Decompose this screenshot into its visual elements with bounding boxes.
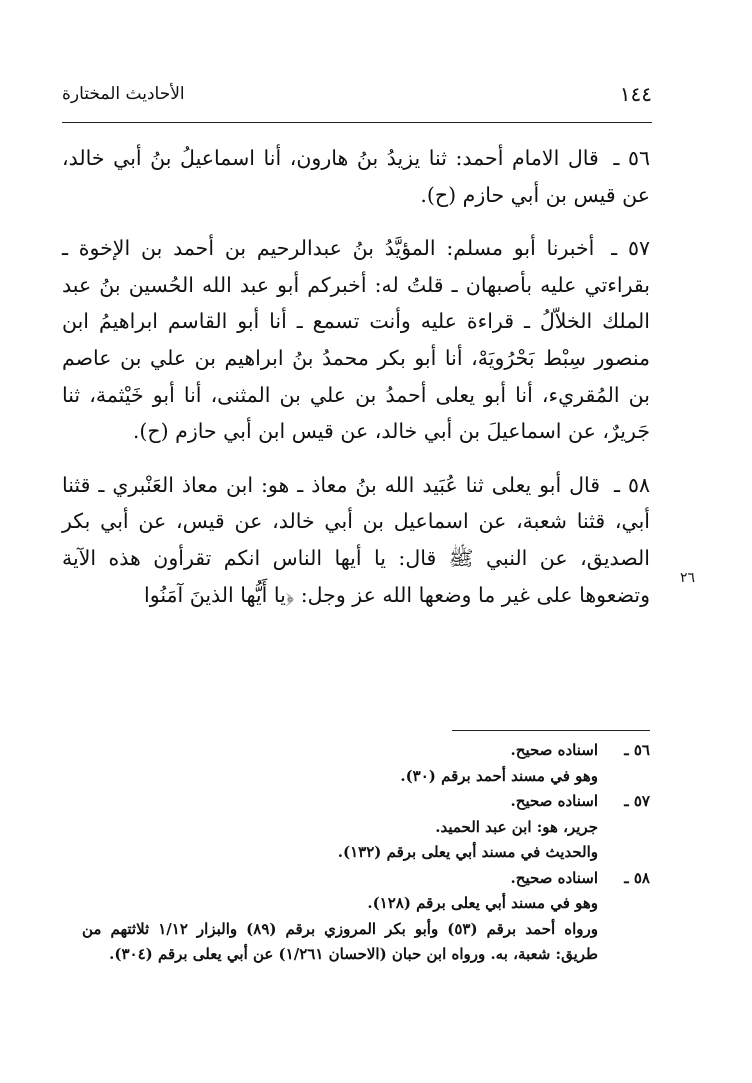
hadith-58 — [62, 467, 650, 613]
main-text — [62, 140, 650, 613]
hadith-text: قال أبو يعلى ثنا عُبَيد الله بنُ معاذ ـ هو: ابن معاذ العَنْبري ـ قثنا أبي، قثنا شعبة، عن اسماعيل بن أبي خالد، عن قيس، عن أبي بكر الصديق، عن النبي ﷺ قال: يا أيها الناس انكم تقرأون هذه الآية وتضعوها على غير ما وضعها الله عز وجل: ﴿يا أَيُّها الذينَ آمَنُوا — [62, 472, 650, 607]
hadith-text: قال الامام أحمد: ثنا يزيدُ بنُ هارون، أنا اسماعيلُ بنُ أبي خالد، عن قيس بن أبي حازم (ح). — [62, 146, 650, 207]
footnote-58-line — [82, 866, 650, 892]
header-divider — [62, 122, 652, 123]
footnotes — [82, 738, 650, 968]
page-header — [62, 82, 652, 112]
page-number: ١٤٤ — [619, 82, 652, 106]
footnote-number: ٥٨ ـ — [624, 868, 650, 887]
footnote-divider — [452, 730, 650, 731]
footnote-text: وهو في مسند أحمد برقم (٣٠). — [400, 766, 598, 785]
footnote-number: ٥٧ ـ — [624, 792, 650, 810]
hadith-number: ٥٧ ـ — [611, 236, 650, 261]
footnote-57-line — [82, 789, 650, 815]
hadith-number: ٥٨ ـ — [613, 472, 650, 497]
footnote-text: اسناده صحيح. — [510, 741, 598, 759]
footnote-text: والحديث في مسند أبي يعلى برقم (١٣٢). — [337, 843, 598, 861]
footnote-text: ورواه أحمد برقم (٥٣) وأبو بكر المروزي برقم (٨٩) والبزار ١/١٢ ثلاثتهم من طريق: شعبة، به. ورواه ابن حبان (الاحسان ١/٢٦١) عن أبي يعلى برقم (٣٠٤). — [82, 919, 598, 963]
hadith-text: أخبرنا أبو مسلم: المؤيَّدُ بنُ عبدالرحيم بن أحمد بن الإخوة ـ بقراءتي عليه بأصبهان ـ قلتُ له: أخبركم أبو عبد الله الحُسين بنُ عبد الملك الخلاّلُ ـ قراءة عليه وأنت تسمع ـ أنا أبو القاسم ابراهيمُ ابن منصور سِبْط بَحْرُويَهْ، أنا أبو بكر محمدُ بنُ ابراهيم بن علي بن عاصم بن المُقريء، أنا أبو يعلى أحمدُ بن علي بن المثنى، أنا أبو خَيْثمة، ثنا جَريرٌ، عن اسماعيلَ بن أبي خالد، عن قيس ابن أبي حازم (ح). — [62, 236, 650, 444]
footnote-text: وهو في مسند أبي يعلى برقم (١٢٨). — [367, 894, 598, 912]
hadith-number: ٥٦ ـ — [613, 146, 650, 170]
hadith-56 — [62, 140, 650, 213]
footnote-text: اسناده صحيح. — [510, 792, 598, 810]
footnote-56-line — [82, 738, 650, 764]
footnote-number: ٥٦ ـ — [624, 741, 650, 759]
margin-reference-number: ٢٦ — [680, 570, 696, 586]
footnote-text: اسناده صحيح. — [510, 868, 598, 887]
footnote-text: جرير، هو: ابن عبد الحميد. — [435, 817, 598, 836]
book-title: الأحاديث المختارة — [62, 84, 185, 104]
hadith-57 — [62, 230, 650, 450]
